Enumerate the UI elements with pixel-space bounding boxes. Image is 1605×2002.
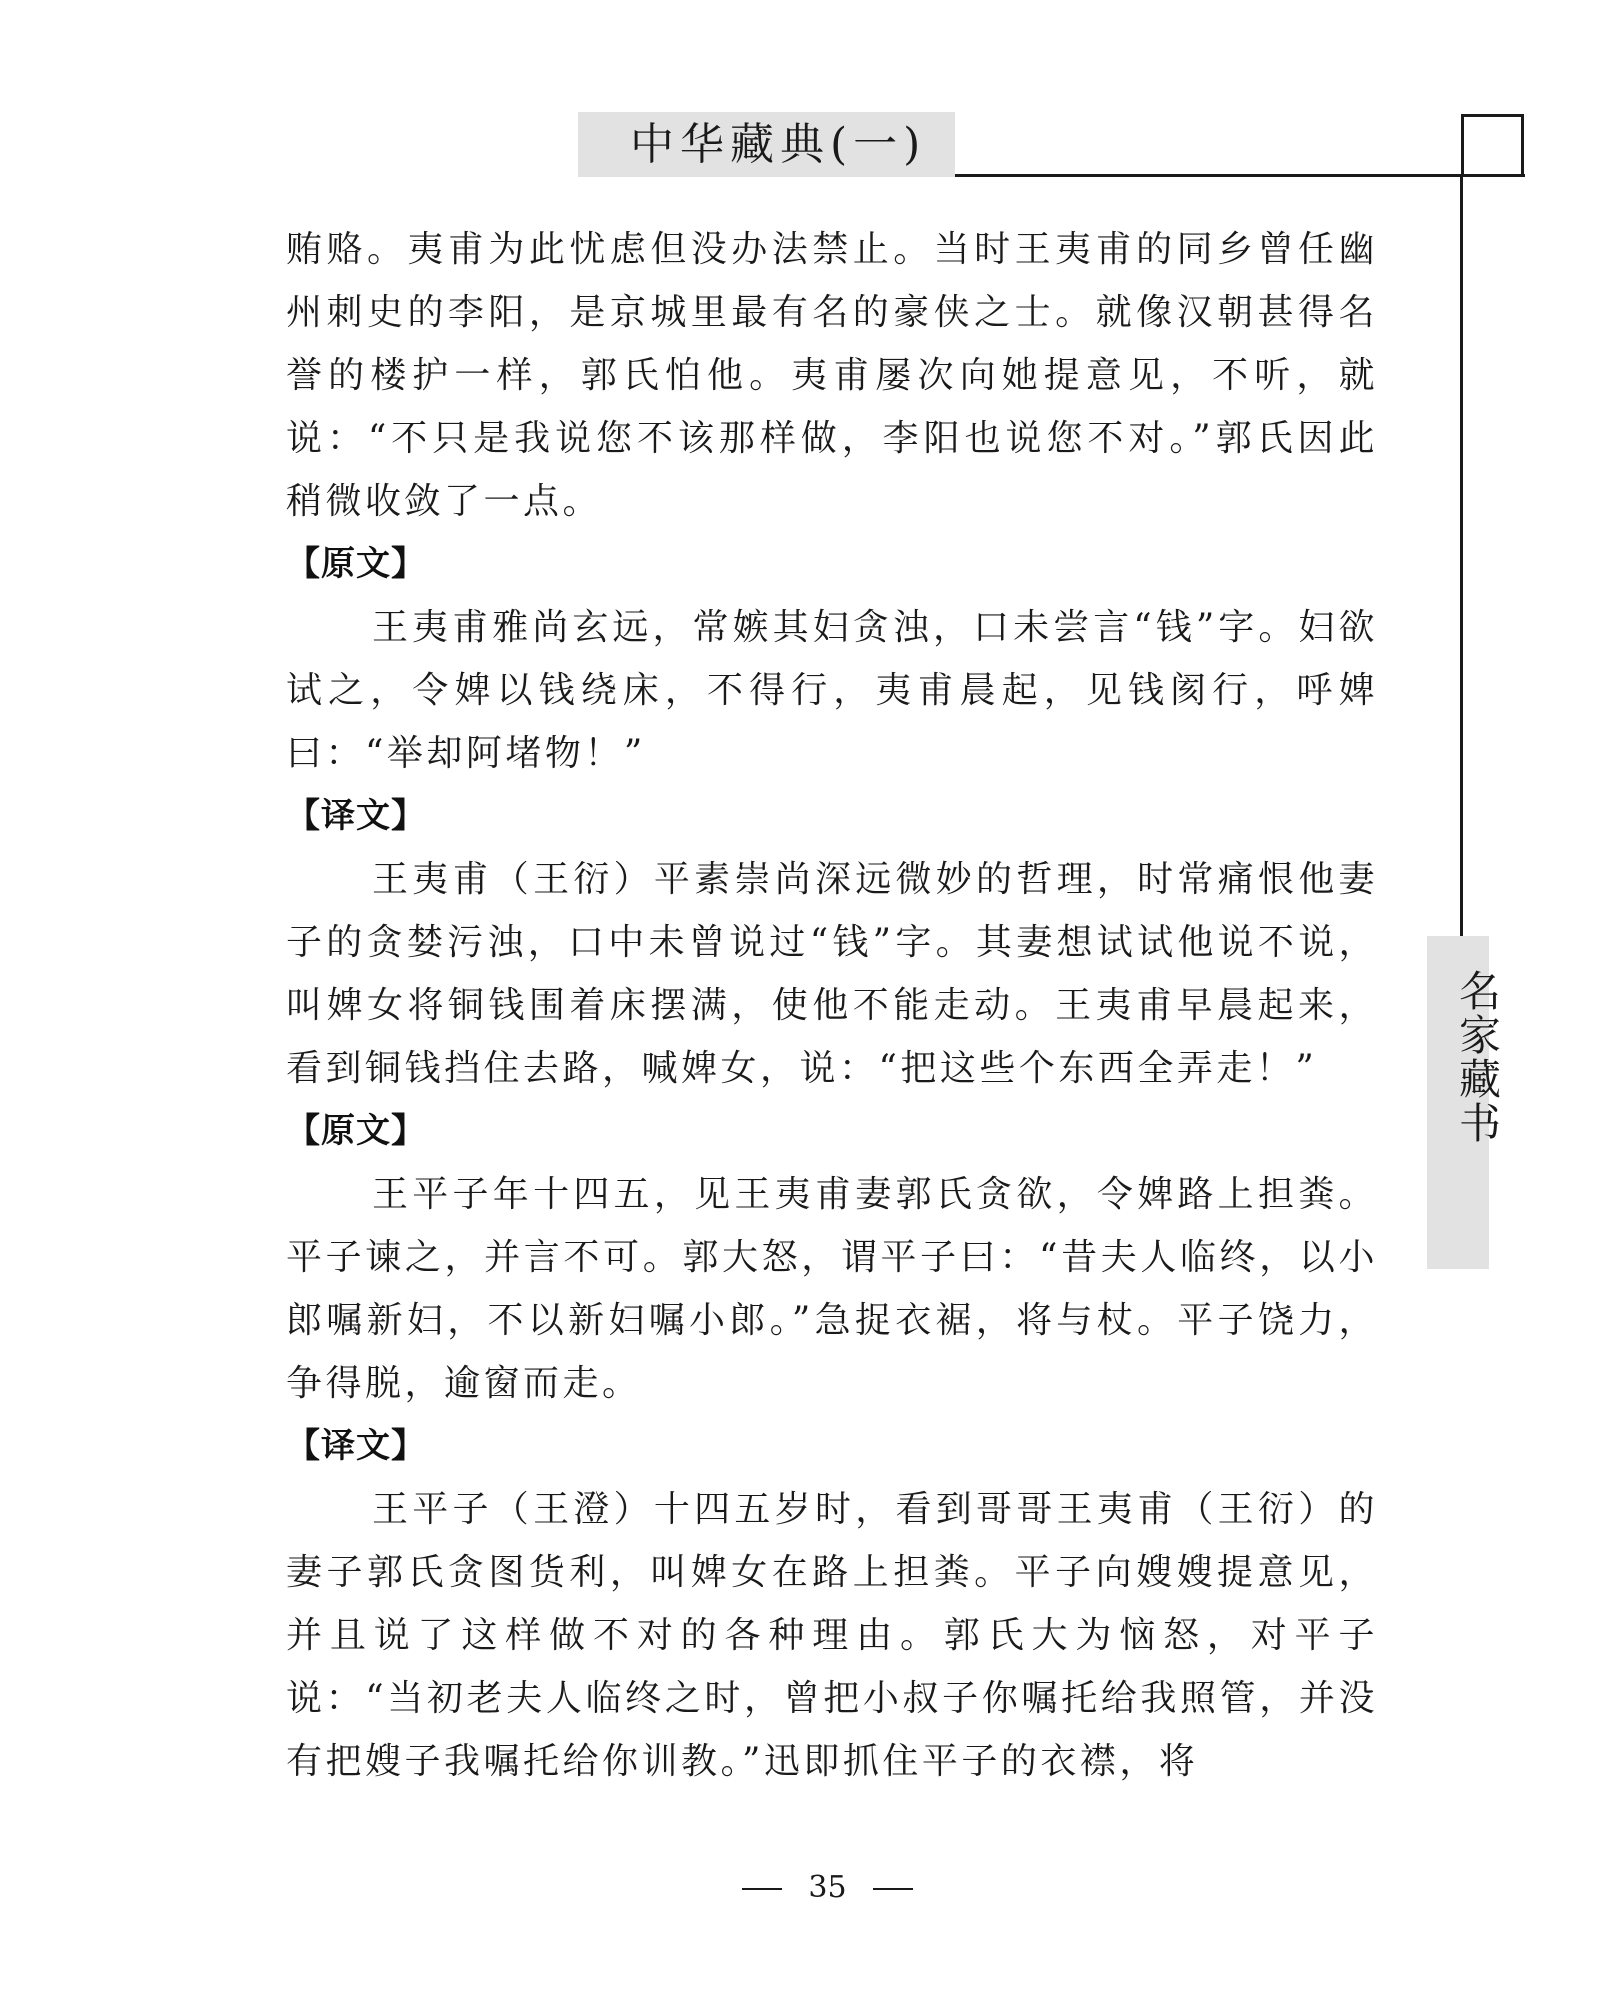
section-label-translation: 【译文】 xyxy=(286,1426,426,1466)
paragraph-original: 王平子年十四五，见王夷甫妻郭氏贪欲，令婢路上担粪。平子谏之，并言不可。郭大怒，谓平子曰：“昔夫人临终，以小郎嘱新妇，不以新妇嘱小郎。”急捉衣裾，将与杖。平子饶力，争得脱，逾窗而走。 xyxy=(286,1174,1378,1404)
page-number: 35 xyxy=(808,1870,847,1905)
footer-dash-left xyxy=(742,1888,782,1890)
footer-dash-right xyxy=(873,1888,913,1890)
page-footer xyxy=(0,1868,1605,1908)
paragraph-original: 王夷甫雅尚玄远，常嫉其妇贪浊，口未尝言“钱”字。妇欲试之，令婢以钱绕床，不得行，夷甫晨起，见钱阂行，呼婢曰：“举却阿堵物！” xyxy=(286,607,1378,774)
side-rule xyxy=(1460,176,1463,936)
section-label-translation: 【译文】 xyxy=(286,796,426,836)
section-label-original: 【原文】 xyxy=(286,1111,426,1151)
side-tab-label: 名家藏书 xyxy=(1453,969,1502,1145)
paragraph-translation: 王平子（王澄）十四五岁时，看到哥哥王夷甫（王衍）的妻子郭氏贪图货利，叫婢女在路上担粪。平子向嫂嫂提意见，并且说了这样做不对的各种理由。郭氏大为恼怒，对平子说：“当初老夫人临终之时，曾把小叔子你嘱托给我照管，并没有把嫂子我嘱托给你训教。”迅即抓住平子的衣襟，将 xyxy=(286,1489,1378,1782)
page-body xyxy=(286,218,1378,1793)
paragraph-translation-continued: 贿赂。夷甫为此忧虑但没办法禁止。当时王夷甫的同乡曾任幽州刺史的李阳，是京城里最有名的豪侠之士。就像汉朝甚得名誉的楼护一样，郭氏怕他。夷甫屡次向她提意见，不听，就说：“不只是我说您不该那样做，李阳也说您不对。”郭氏因此稍微收敛了一点。 xyxy=(286,229,1378,522)
section-label-original: 【原文】 xyxy=(286,544,426,584)
header-rule xyxy=(955,174,1525,177)
book-title-banner xyxy=(578,112,955,177)
side-tab xyxy=(1427,936,1502,1269)
paragraph-translation: 王夷甫（王衍）平素崇尚深远微妙的哲理，时常痛恨他妻子的贪婪污浊，口中未曾说过“钱”字。其妻想试试他说不说，叫婢女将铜钱围着床摆满，使他不能走动。王夷甫早晨起来，看到铜钱挡住去路，喊婢女，说：“把这些个东西全弄走！” xyxy=(286,859,1378,1089)
book-title: 中华藏典(一) xyxy=(630,119,927,170)
corner-box-ornament xyxy=(1461,114,1524,177)
